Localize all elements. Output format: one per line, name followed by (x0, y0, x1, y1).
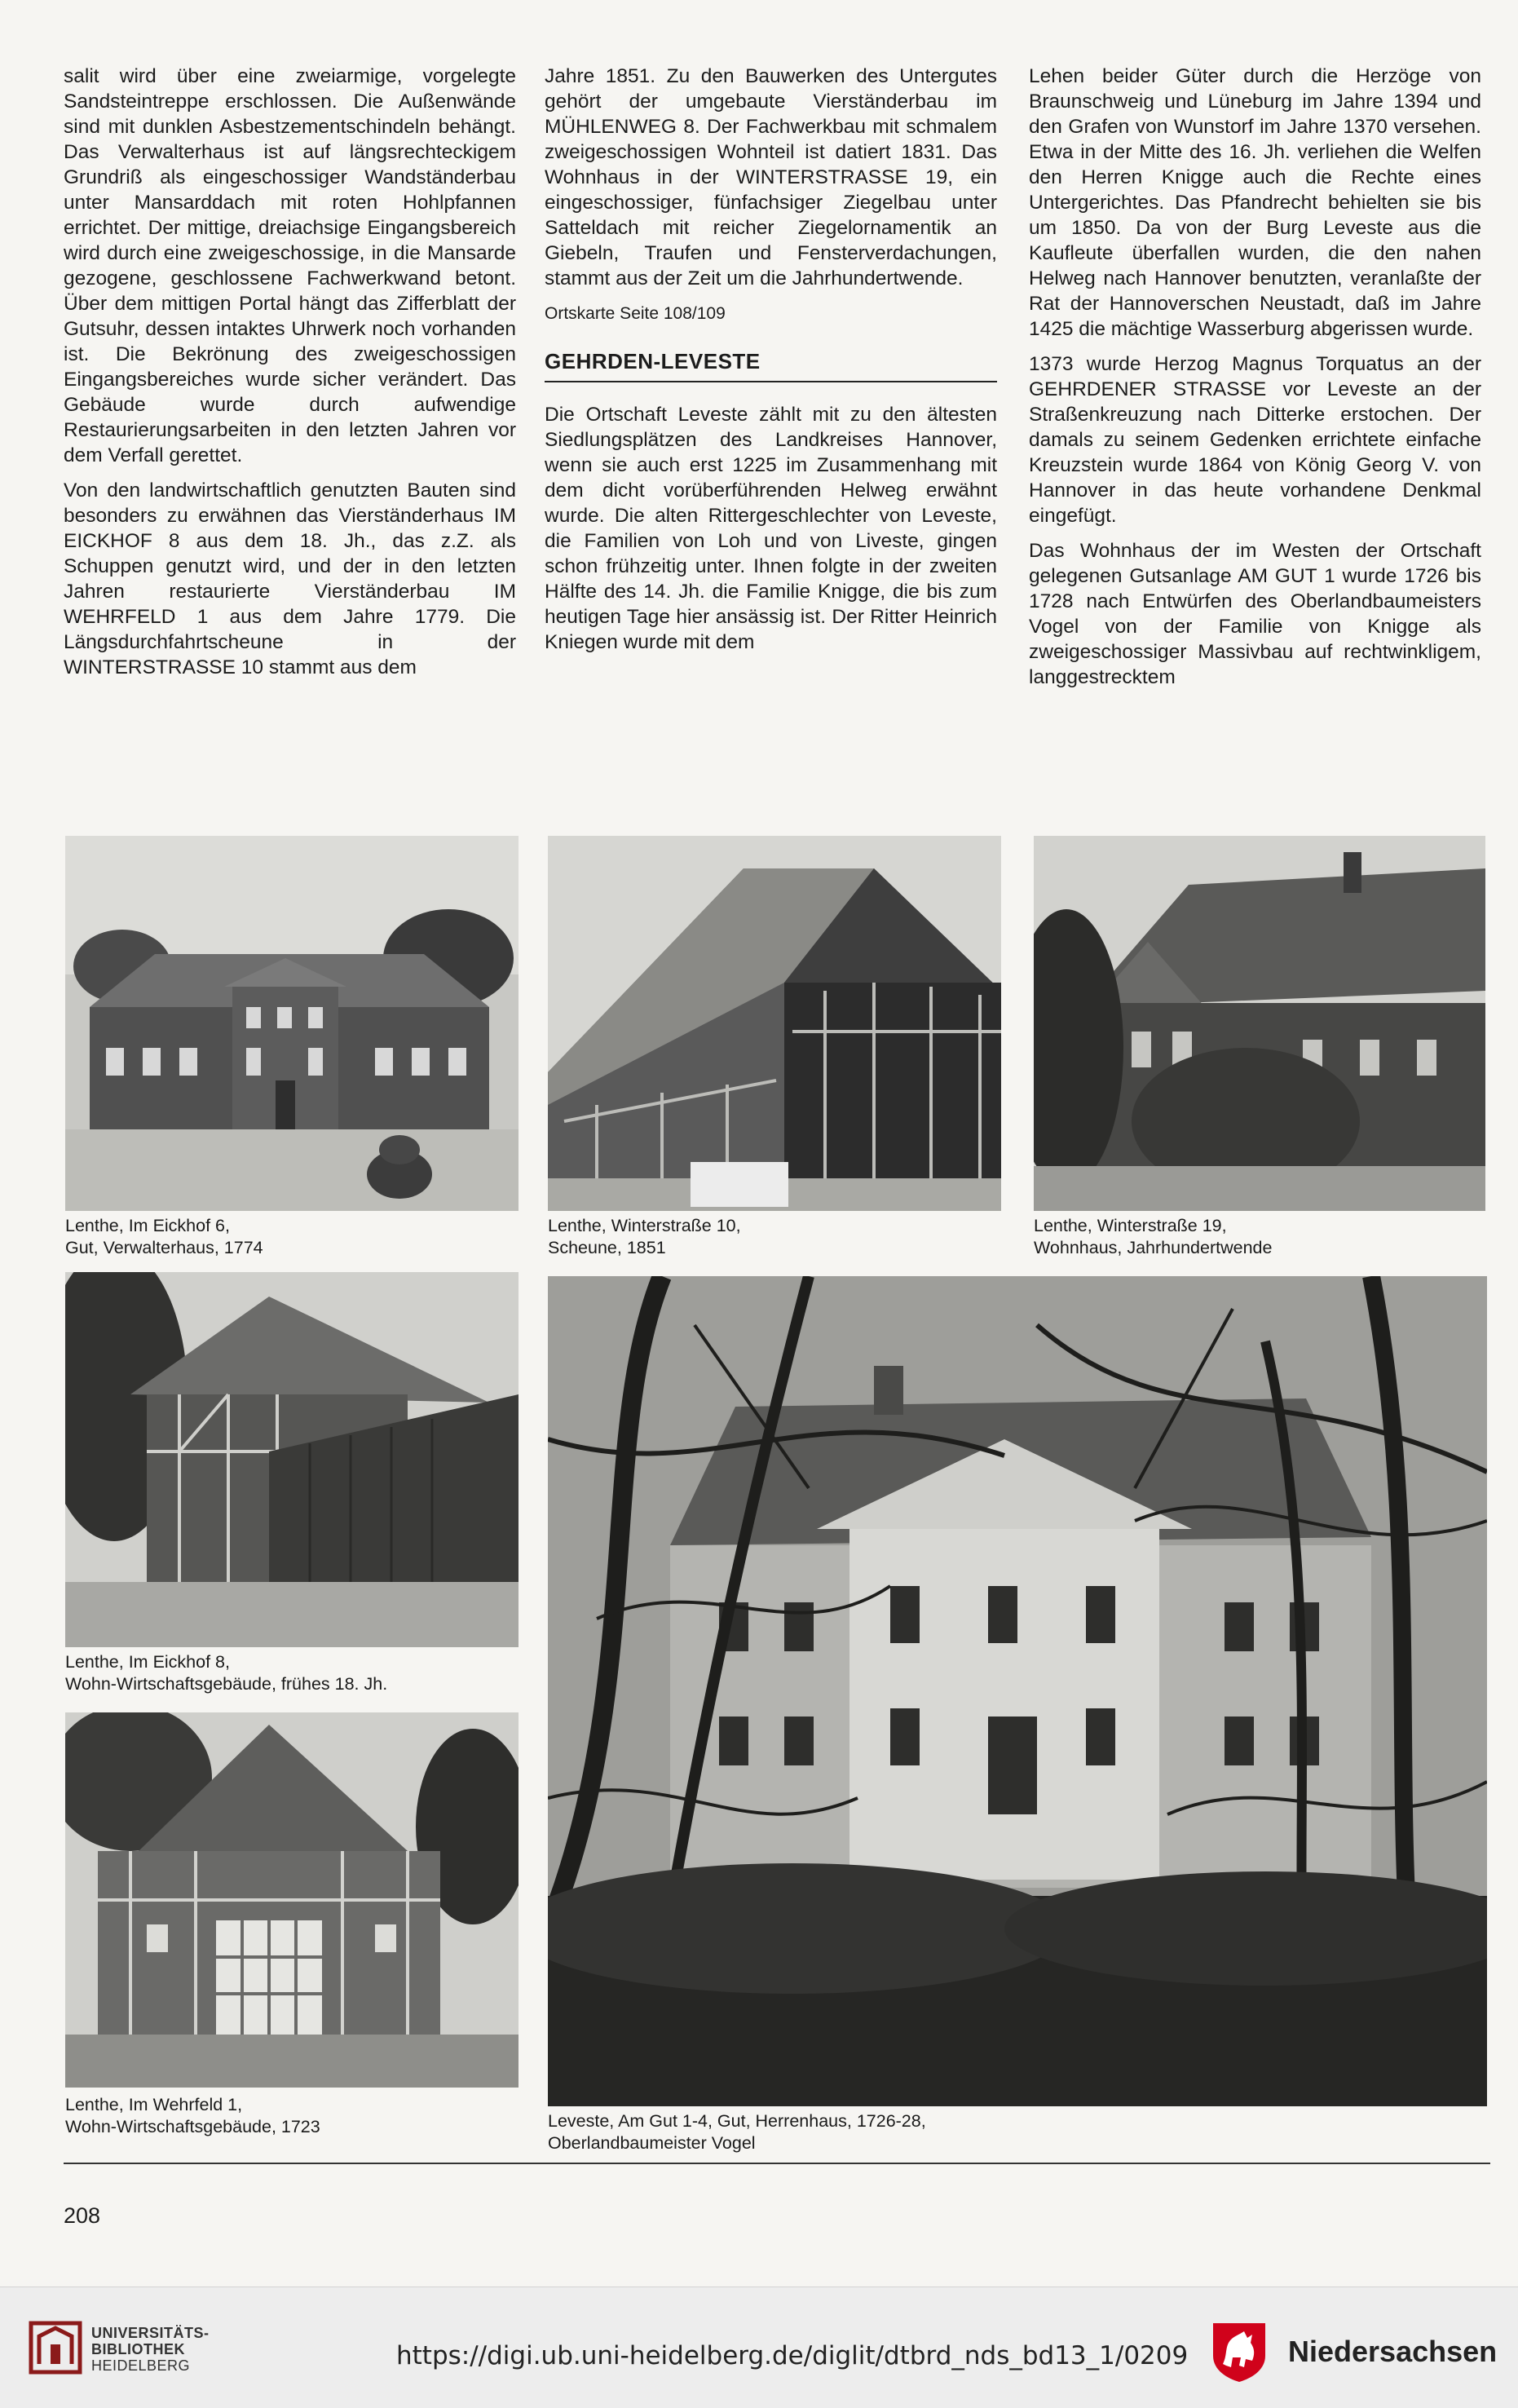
paragraph: Das Wohnhaus der im Westen der Ortschaft gelegenen Gutsanlage AM GUT 1 wurde 1726 bis 1728 nach Entwürfen des Oberlandbaumeisters Vogel von der Familie von Knigge als zweigeschossiger Massivbau auf rechtwinkligem, langgestrecktem (1029, 540, 1481, 688)
caption-winterstrasse10: Lenthe, Winterstraße 10, Scheune, 1851 (548, 1216, 741, 1257)
page-number: 208 (64, 2203, 101, 2228)
photo-eickhof8-wohnwirtschaftsgebaeude (65, 1272, 519, 1647)
photo-winterstrasse19-wohnhaus (1034, 836, 1485, 1211)
permalink-url[interactable]: https://digi.ub.uni-heidelberg.de/diglit/dtbrd_nds_bd13_1/0209 (396, 2341, 1189, 2370)
photo-winterstrasse10-scheune (548, 836, 1001, 1211)
niedersachsen-horse-icon[interactable] (1210, 2320, 1269, 2384)
photo-wehrfeld1-wohnwirtschaftsgebaeude (65, 1712, 519, 2088)
text-column-3 (1029, 64, 1481, 700)
paragraph: 1373 wurde Herzog Magnus Torquatus an der GEHRDENER STRASSE vor Leveste an der Straßenkreuzung nach Ditterke erstochen. Der damals zu seinem Gedenken errichtete einfache Kreuzstein wurde 1864 von König Georg V. von Hannover in das heute vorhandene Denkmal eingefügt. (1029, 353, 1481, 527)
university-library-logo-icon[interactable] (28, 2320, 83, 2375)
text-column-1 (64, 64, 516, 690)
map-reference: Ortskarte Seite 108/109 (545, 304, 726, 323)
university-library-name[interactable]: UNIVERSITÄTS- BIBLIOTHEK HEIDELBERG (91, 2325, 210, 2374)
paragraph: Jahre 1851. Zu den Bauwerken des Untergutes gehört der umgebaute Vierständerbau im MÜHLENWEG 8. Der Fachwerkbau mit schmalem zweigeschossigen Wohnteil ist datiert 1831. Das Wohnhaus in der WINTERSTRASSE 19, ein eingeschossiger, fünfachsiger Ziegelbau unter Satteldach mit reicher Ziegelornamentik an Giebeln, Traufen und Fensterverdachungen, stammt aus der Zeit um die Jahrhundertwende. (545, 65, 997, 289)
text-column-2 (545, 64, 997, 665)
footer-rule (64, 2163, 1490, 2164)
caption-eickhof6: Lenthe, Im Eickhof 6, Gut, Verwalterhaus, 1774 (65, 1216, 263, 1257)
niedersachsen-label[interactable]: Niedersachsen (1288, 2335, 1498, 2368)
paragraph: Von den landwirtschaftlich genutzten Bauten sind besonders zu erwähnen das Vierständerhaus IM EICKHOF 8 aus dem 18. Jh., das z.Z. als Schuppen genutzt wird, und der in den letzten Jahren restaurierte Vierständerbau IM WEHRFELD 1 aus dem Jahre 1779. Die Längsdurchfahrtscheune in der WINTERSTRASSE 10 stammt aus dem (64, 479, 516, 678)
section-heading: GEHRDEN-LEVESTE (545, 349, 997, 382)
caption-eickhof8: Lenthe, Im Eickhof 8, Wohn-Wirtschaftsgebäude, frühes 18. Jh. (65, 1652, 388, 1694)
paragraph: salit wird über eine zweiarmige, vorgelegte Sandsteintreppe erschlossen. Die Außenwände sind mit dunklen Asbestzementschindeln behängt. Das Verwalterhaus ist auf längsrechteckigem Grundriß als eingeschossiger Wandständerbau unter Mansarddach mit roten Hohlpfannen errichtet. Der mittige, dreiachsige Eingangsbereich wird durch eine zweigeschossige, in die Mansarde gezogene, geschlossene Fachwerkwand betont. Über dem mittigen Portal hängt das Zifferblatt der Gutsuhr, dessen intaktes Uhrwerk noch vorhanden ist. Die Bekrönung des zweigeschossigen Eingangsbereiches wurde sicher verändert. Das Gebäude wurde durch aufwendige Restaurierungsarbeiten in den letzten Jahren vor dem Verfall gerettet. (64, 65, 516, 466)
photo-amgut-herrenhaus (548, 1276, 1487, 2106)
photo-eickhof6-verwalterhaus (65, 836, 519, 1211)
paragraph: Die Ortschaft Leveste zählt mit zu den ältesten Siedlungsplätzen des Landkreises Hannover, wenn sie auch erst 1225 im Zusammenhang mit dem dicht vorüberführenden Helweg erwähnt wurde. Die alten Rittergeschlechter von Leveste, die Familien von Loh und von Liveste, gingen schon frühzeitig unter. Ihnen folgte in der zweiten Hälfte des 14. Jh. die Familie Knigge, die bis zum heutigen Tage hier ansässig ist. Der Ritter Heinrich Kniegen wurde mit dem (545, 404, 997, 653)
caption-amgut: Leveste, Am Gut 1-4, Gut, Herrenhaus, 1726-28, Oberlandbaumeister Vogel (548, 2111, 926, 2153)
caption-wehrfeld1: Lenthe, Im Wehrfeld 1, Wohn-Wirtschaftsgebäude, 1723 (65, 2095, 320, 2136)
paragraph: Lehen beider Güter durch die Herzöge von Braunschweig und Lüneburg im Jahre 1394 und den Grafen von Wunstorf im Jahre 1370 versehen. Etwa in der Mitte des 16. Jh. verliehen die Welfen den Herren Knigge auch die Rechte eines Untergerichtes. Das Pfandrecht behielten sie bis um 1850. Da von der Burg Leveste aus die Kaufleute überfallen wurden, die den nahen Helweg nach Hannover benutzten, veranlaßte der Rat der Hannoverschen Neustadt, daß im Jahre 1425 die mächtige Wasserburg abgerissen wurde. (1029, 65, 1481, 340)
footer-bar (0, 2286, 1518, 2408)
caption-winterstrasse19: Lenthe, Winterstraße 19, Wohnhaus, Jahrhundertwende (1034, 1216, 1273, 1257)
